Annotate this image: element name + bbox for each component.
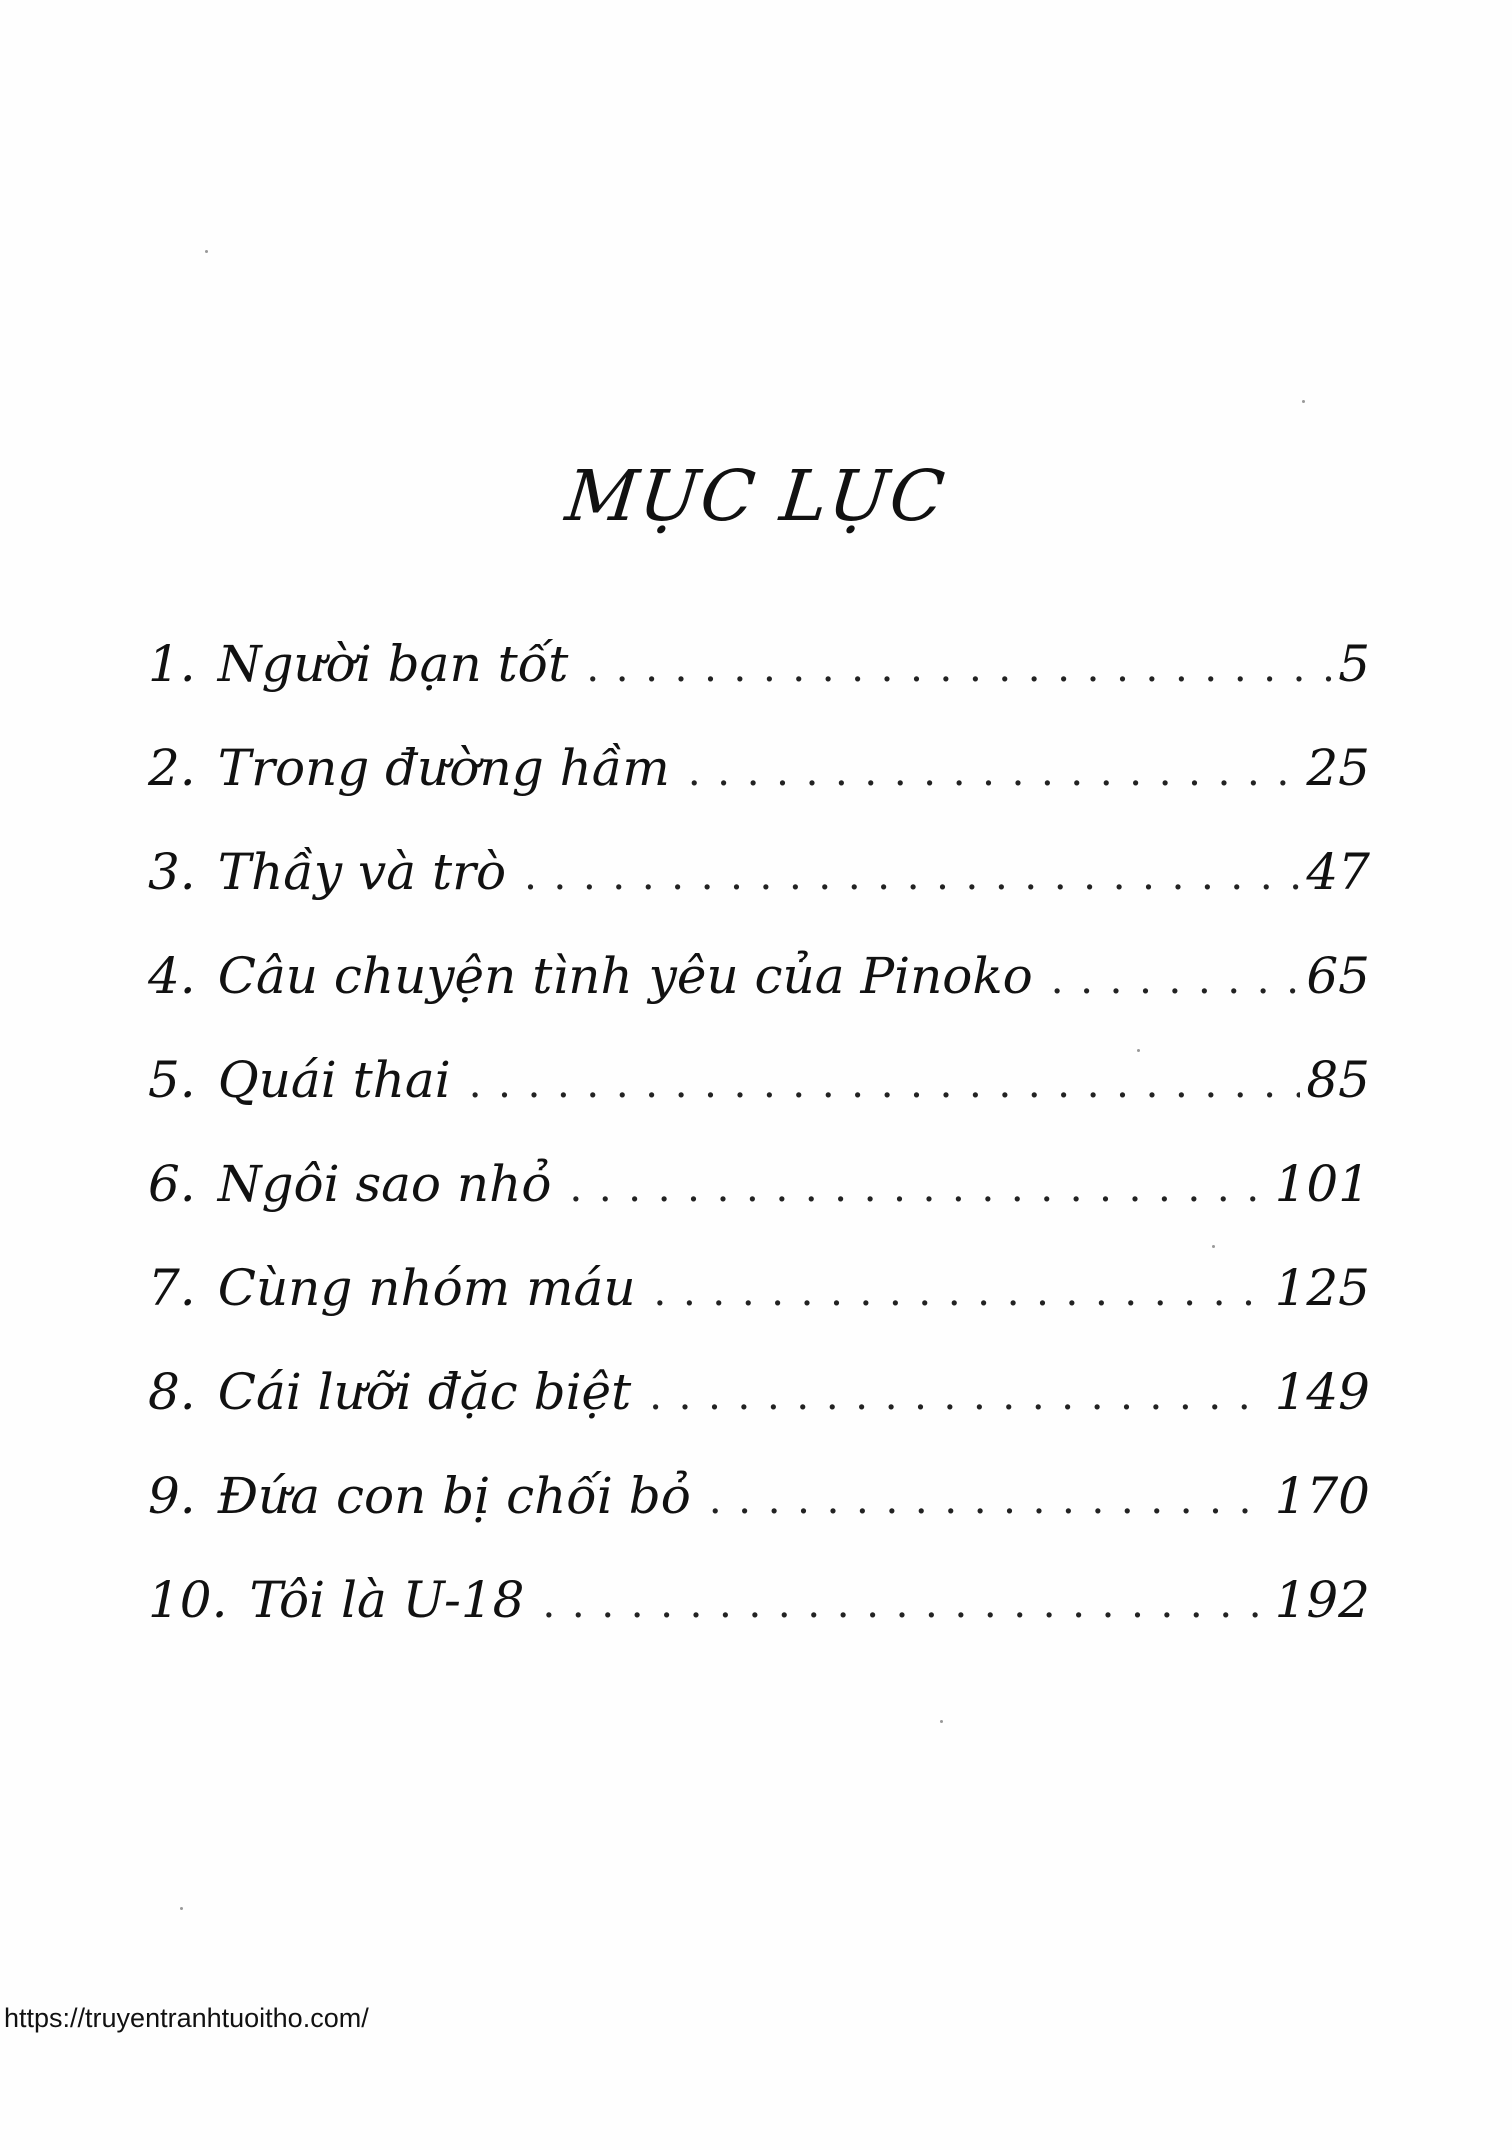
entry-page-number: 101 [1274, 1155, 1370, 1213]
toc-entry [148, 843, 1370, 947]
toc-entry [148, 947, 1370, 1051]
entry-title: Quái thai [217, 1051, 451, 1109]
dot-leader [654, 1269, 1269, 1315]
toc-entry [148, 1155, 1370, 1259]
entry-page-number: 47 [1306, 843, 1370, 901]
paper-speck [1302, 400, 1305, 403]
dot-leader [688, 749, 1301, 795]
entry-number: 7. [148, 1259, 196, 1317]
entry-page-number: 149 [1274, 1363, 1370, 1421]
toc-entry [148, 1259, 1370, 1363]
entry-number: 6. [148, 1155, 196, 1213]
entry-page-number: 125 [1274, 1259, 1370, 1317]
entry-number: 4. [148, 947, 196, 1005]
page-title: MỤC LỤC [561, 455, 951, 537]
dot-leader [1051, 957, 1301, 1003]
toc-entry [148, 635, 1370, 739]
entry-title: Ngôi sao nhỏ [217, 1155, 552, 1213]
dot-leader [649, 1373, 1268, 1419]
paper-speck [1212, 1245, 1215, 1248]
entry-number: 1. [148, 635, 196, 693]
entry-page-number: 85 [1306, 1051, 1370, 1109]
entry-page-number: 170 [1274, 1467, 1370, 1525]
toc-entry [148, 1571, 1370, 1675]
entry-page-number: 5 [1338, 635, 1370, 693]
toc-entry [148, 739, 1370, 843]
paper-speck [940, 1720, 943, 1723]
dot-leader [569, 1165, 1268, 1211]
entry-number: 3. [148, 843, 196, 901]
entry-title: Tôi là U-18 [249, 1571, 525, 1629]
entry-title: Đứa con bị chối bỏ [217, 1467, 691, 1525]
table-of-contents [148, 635, 1370, 1675]
entry-title: Cùng nhóm máu [217, 1259, 636, 1317]
toc-entry [148, 1467, 1370, 1571]
entry-title: Cái lưỡi đặc biệt [217, 1363, 632, 1421]
entry-title: Trong đường hầm [217, 739, 670, 797]
dot-leader [469, 1061, 1301, 1107]
entry-title: Câu chuyện tình yêu của Pinoko [217, 947, 1033, 1005]
source-url[interactable]: https://truyentranhtuoitho.com/ [4, 2003, 369, 2033]
dot-leader [524, 853, 1300, 899]
entry-number: 9. [148, 1467, 196, 1525]
entry-title: Thầy và trò [217, 843, 507, 901]
entry-number: 8. [148, 1363, 196, 1421]
entry-page-number: 192 [1274, 1571, 1370, 1629]
dot-leader [709, 1477, 1269, 1523]
entry-page-number: 65 [1306, 947, 1370, 1005]
dot-leader [542, 1581, 1268, 1627]
entry-page-number: 25 [1306, 739, 1370, 797]
entry-number: 2. [148, 739, 196, 797]
paper-speck [180, 1907, 183, 1910]
paper-speck [1137, 1049, 1140, 1052]
entry-number: 5. [148, 1051, 196, 1109]
paper-speck [205, 250, 208, 253]
toc-entry [148, 1363, 1370, 1467]
toc-entry [148, 1051, 1370, 1155]
entry-title: Người bạn tốt [217, 635, 569, 693]
entry-number: 10. [148, 1571, 228, 1629]
dot-leader [586, 645, 1332, 691]
